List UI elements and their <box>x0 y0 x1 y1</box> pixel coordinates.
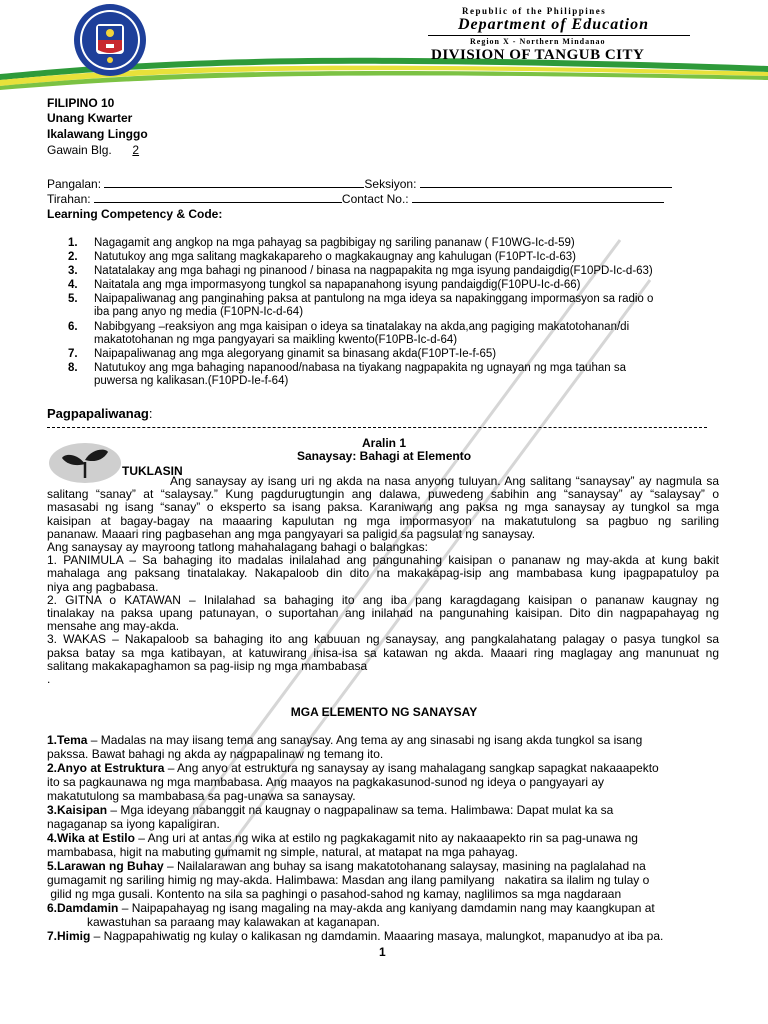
elemento-item <box>47 859 646 873</box>
elemento-term: 3.Kaisipan <box>47 803 108 817</box>
quarter-text: Unang Kwarter <box>47 111 133 125</box>
elemento-description-continued: gilid ng mga gusali. Kontento na sila sa paghingi o pasahod-sahod ng kamay, naglilimos sa mga nagdaraan <box>47 887 622 901</box>
region-text: Region X - Northern Mindanao <box>470 37 606 46</box>
elemento-item <box>47 831 638 845</box>
intro-line: salitang “sanay” at “salaysay.” Kung pagdurugtungin ang dalawa, puwedeng sabihin ang “sanaysay” ay “salaysay” o <box>47 487 719 502</box>
pangalan-label: Pangalan: <box>47 177 102 191</box>
intro-line: mensahe ang may-akda. <box>47 619 180 634</box>
week-text: Ikalawang Linggo <box>47 127 148 141</box>
elemento-description-continued: kawastuhan sa paraang may kalawakan at kaganapan. <box>47 915 380 929</box>
elemento-item <box>47 901 655 915</box>
elemento-term: 1.Tema <box>47 733 88 747</box>
intro-line: salitang makakapaghamon sa pag-iisip ng mga mambabasa <box>47 658 368 673</box>
competency-heading: Learning Competency & Code: <box>47 207 223 221</box>
elemento-description-continued: makatutulong sa mambabasa sa pag-unawa sa sanaysay. <box>47 789 356 803</box>
elemento-heading: MGA ELEMENTO NG SANAYSAY <box>290 705 478 719</box>
competency-item-text: makatotohanan ng mga pangyayari sa maikling kwento(F10PB-Ic-d-64) <box>94 334 458 346</box>
elemento-term: 7.Himig <box>47 929 91 943</box>
intro-line: Ang sanaysay ay mayroong tatlong mahahalagang bahagi o balangkas: <box>47 540 428 554</box>
tirahan-row <box>47 191 664 206</box>
competency-item-text: iba pang anyo ng media (F10PN-Ic-d-64) <box>94 306 304 318</box>
competency-item-text: puwersa ng kalikasan.(F10PD-Ie-f-64) <box>94 375 289 387</box>
elemento-term: 5.Larawan ng Buhay <box>47 859 164 873</box>
competency-number: 5. <box>68 293 78 305</box>
pangalan-row <box>47 176 672 191</box>
elemento-description: – Nailalarawan ang buhay sa isang makatotohanang salaysay, masining na paglalahad na <box>163 859 646 873</box>
elemento-item <box>47 761 659 775</box>
competency-item-text: Naipapaliwanag ang panginahing paksa at pantulong na mga ideya sa napakinggang impormasyon sa radio o <box>94 293 654 305</box>
elemento-term: 2.Anyo at Estruktura <box>47 761 165 775</box>
contact-label: Contact No.: <box>341 192 409 206</box>
intro-line: 2. GITNA o KATAWAN – Inilalahad sa bahaging ito ang iba pang karagdagang kaisipan o pananaw kaugnay ng <box>47 592 719 607</box>
elemento-description-continued: ito sa pagkaunawa ng mga mambabasa. Ang maayos na pagkakasunod-sunod ng ideya o pangyayari ay <box>47 775 605 789</box>
elemento-description-continued: nagaganap sa iyong kapaligiran. <box>47 817 220 831</box>
tirahan-field[interactable] <box>94 191 342 203</box>
intro-line: 1. PANIMULA – Sa bahaging ito madalas inilalahad ang pangunahing kaisipan o pananaw ng may-akda at kung bakit <box>47 553 719 568</box>
elemento-description-continued: pakssa. Bawat bahagi ng akda ay nagpapalinaw ng temang ito. <box>47 747 384 761</box>
gawain-label: Gawain Blg. <box>47 143 112 157</box>
competency-number: 1. <box>68 237 78 249</box>
gawain-number: 2 <box>132 143 140 157</box>
intro-line: pananaw. Maaari ring pagbasehan ang mga pangyayari sa paligid sa pagsulat ng sanaysay. <box>47 526 536 541</box>
competency-item-text: Natutukoy ang mga bahaging napanood/nabasa na tiyakang nagpapakita ng ugnayan ng mga tauhan sa <box>94 362 626 374</box>
elemento-term: 6.Damdamin <box>47 901 119 915</box>
elemento-description: – Mga ideyang nabanggit na kaugnay o nagpapalinaw sa tema. Halimbawa: Dapat mulat ka sa <box>107 803 614 817</box>
subject-title: FILIPINO 10 <box>47 96 115 110</box>
competency-number: 7. <box>68 348 78 360</box>
tirahan-label: Tirahan: <box>47 192 91 206</box>
intro-line: Ang sanaysay ay isang uri ng akda na nasa anyong tuluyan. Ang salitang “sanaysay” ay nagmula sa <box>170 474 719 488</box>
seksiyon-field[interactable] <box>420 176 672 188</box>
page-number: 1 <box>379 945 386 959</box>
elemento-item <box>47 803 613 817</box>
elemento-term: 4.Wika at Estilo <box>47 831 135 845</box>
competency-item-text: Natutukoy ang mga salitang magkakapareho o magkakaugnay ang kahulugan (F10PT-Ic-d-63) <box>94 251 577 263</box>
competency-item-text: Naitatala ang mga impormasyong tungkol sa napapanahong isyung pandaigdig(F10PU-Ic-d-66) <box>94 279 581 291</box>
elemento-description: – Ang anyo at estruktura ng sanaysay ay isang mahalagang sangkap sapagkat nakaaapekto <box>164 761 659 775</box>
intro-line: tinalakay na paksa upang patunayan, o suportahan ang inilahad na pangunahing kaisipan. Dito din nagpapahayag ng <box>47 606 719 620</box>
seksiyon-label: Seksiyon: <box>364 177 417 191</box>
intro-line: 3. WAKAS – Nakapaloob sa bahaging ito ang kabuuan ng sanaysay, ang pangkalahatang palagay o pasya tungkol sa <box>47 632 719 647</box>
aralin-number: Aralin 1 <box>361 436 406 450</box>
pagpapaliwanag-heading: Pagpapaliwanag: <box>47 406 153 421</box>
intro-line: masasabi ng isang “sanay” o eksperto sa isang paksa. Karaniwang ang paksa ng mga sanaysay ay tungkol sa mga <box>47 500 719 515</box>
intro-line: mahalaga ang paksang tinatalakay. Nakapaloob din dito na makakapag-isip ang mambabasa kung ipagpapatuloy pa <box>47 566 719 581</box>
republic-text: Republic of the Philippines <box>462 6 607 16</box>
elemento-description-continued: gumagamit ng sariling himig ng may-akda. Halimbawa: Masdan ang ilang pamilyang nakatira sa ilalim ng tulay o <box>47 873 650 887</box>
elemento-description: – Naipapahayag ng isang magaling na may-akda ang kaniyang damdamin nang may kaangkupan at <box>118 901 655 915</box>
document-header <box>0 0 768 92</box>
elemento-description: – Ang uri at antas ng wika at estilo ng pagkakagamit nito ay nakaaapekto rin sa pag-unawa ng <box>134 831 638 845</box>
intro-line: kaisipan at bagay-bagay na maaaring kapulutan ng mga impormasyon na makatutulong sa pagbuo ng sariling <box>47 513 719 528</box>
intro-line: . <box>47 672 51 686</box>
elemento-item <box>47 733 642 747</box>
elemento-description-continued: mambabasa, higit na mabuting gumamit ng simple, natural, at matapat na mga pahayag. <box>47 845 518 859</box>
deped-seal-icon <box>72 2 148 78</box>
competency-item-text: Natatalakay ang mga bahagi ng pinanood / binasa na nagpapakita ng mga isyung pandaigdig(F10PD-Ic-d-63) <box>94 265 653 277</box>
department-title: Department of Education <box>458 16 650 33</box>
competency-number: 2. <box>68 251 78 263</box>
sprout-icon <box>48 442 122 484</box>
division-title: DIVISION OF TANGUB CITY <box>431 47 645 63</box>
competency-item-text: Naipapaliwanag ang mga alegoryang ginamit sa binasang akda(F10PT-Ie-f-65) <box>94 348 497 360</box>
intro-line: paksa batay sa mga katibayan, at katuwirang inisa-isa sa katawan ng akda. Maaari ring maglagay ang manunuat ng <box>47 645 719 660</box>
header-rule-top <box>428 35 690 36</box>
tuklasin-heading: TUKLASIN <box>122 464 183 478</box>
competency-number: 3. <box>68 265 78 277</box>
competency-number: 4. <box>68 279 78 291</box>
intro-line: niya ang pagbabasa. <box>47 579 159 594</box>
competency-item-text: Nabibgyang –reaksiyon ang mga kaisipan o ideya sa tinatalakay na akda,ang pagiging makatotohanan/di <box>94 321 630 333</box>
competency-number: 6. <box>68 321 78 333</box>
competency-item-text: Nagagamit ang angkop na mga pahayag sa pagbibigay ng sariling pananaw ( F10WG-Ic-d-59) <box>94 237 575 249</box>
elemento-item <box>47 929 663 943</box>
elemento-description: – Madalas na may iisang tema ang sanaysay. Ang tema ay ang sinasabi ng isang akda tungkol sa isang <box>87 733 643 747</box>
competency-number: 8. <box>68 362 78 374</box>
contact-field[interactable] <box>412 191 664 203</box>
pangalan-field[interactable] <box>104 176 364 188</box>
elemento-description: – Nagpapahiwatig ng kulay o kalikasan ng damdamin. Maaaring masaya, malungkot, mapanudyo at iba pa. <box>90 929 664 943</box>
aralin-title: Sanaysay: Bahagi at Elemento <box>296 449 472 463</box>
gawain-line <box>47 143 139 157</box>
dashed-divider <box>47 427 707 428</box>
